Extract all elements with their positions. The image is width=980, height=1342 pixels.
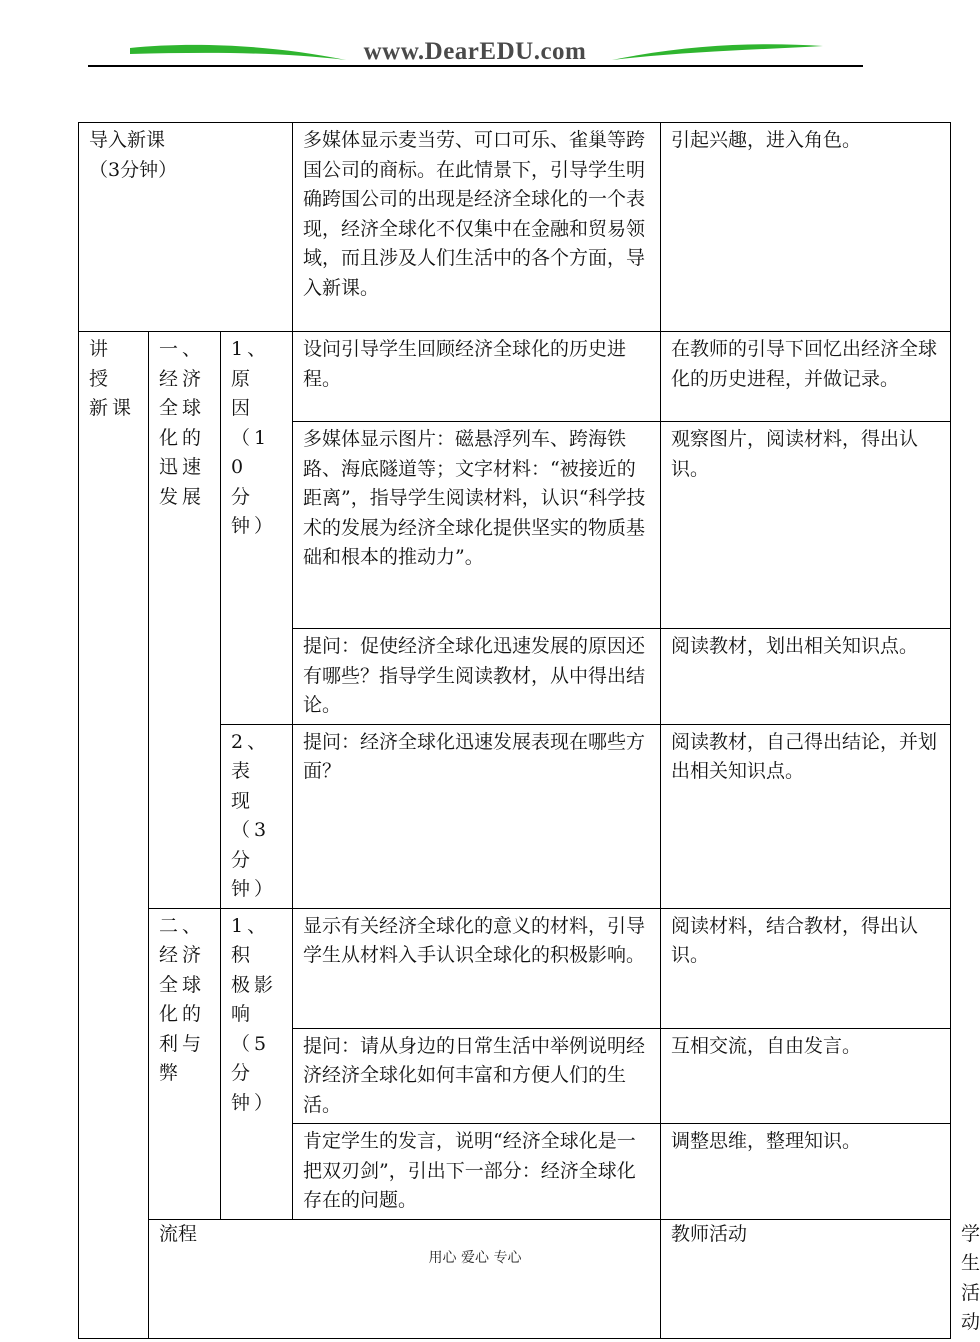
intro-flow-cell: [79, 123, 293, 332]
student-cell: [661, 1124, 951, 1220]
intro-student-text: 引起兴趣，进入角色。: [671, 129, 862, 151]
student-cell: [661, 332, 951, 422]
intro-teacher-text: 多媒体显示麦当劳、可口可乐、雀巢等跨国公司的商标。在此情景下，引导学生明确跨国公司的出现是经济全球化的一个表现，经济全球化不仅集中在金融和贸易领域，而且涉及人们生活中的各个方面，导入新课。: [303, 129, 646, 299]
part2-sub1-text: 1、积 极影 响（5 分 钟）: [231, 914, 278, 1114]
student-cell: [661, 724, 951, 908]
teacher-cell: [293, 908, 661, 1028]
teacher-cell: [293, 1028, 661, 1124]
site-logo: www.DearEDU.com: [363, 38, 587, 65]
student-text: 在教师的引导下回忆出经济全球化的历史进程，并做记录。: [671, 338, 938, 390]
part1-title-text: 一、 经济 全球 化的 迅速 发展: [159, 338, 206, 508]
part1-sub1-cell: [221, 332, 293, 725]
teacher-header-text: 教师活动: [671, 1222, 748, 1245]
teacher-cell: [293, 629, 661, 725]
header-rule: [88, 65, 863, 67]
intro-row: [79, 123, 951, 332]
page-footer: 用心 爱心 专心: [428, 1250, 522, 1266]
lecture-label-text: 讲 授 新课: [89, 338, 136, 419]
teacher-text: 提问：促使经济全球化迅速发展的原因还有哪些？指导学生阅读教材，从中得出结论。: [303, 635, 646, 716]
page-header: [0, 0, 950, 80]
part2-sub1-cell: [221, 908, 293, 1219]
teacher-cell: [293, 332, 661, 422]
student-text: 阅读教材，自己得出结论，并划出相关知识点。: [671, 730, 938, 782]
teacher-header-cell: [661, 1219, 951, 1338]
teacher-text: 设问引导学生回顾经济全球化的历史进程。: [303, 338, 627, 390]
lesson-plan-table: [78, 122, 980, 1339]
student-text: 阅读材料，结合教材，得出认识。: [671, 914, 919, 966]
teacher-cell: [293, 1124, 661, 1220]
student-cell: [661, 908, 951, 1028]
intro-teacher-cell: [293, 123, 661, 332]
intro-flow-text: 导入新课 （3分钟）: [89, 129, 178, 181]
part1-sub2-text: 2、表 现（3 分 钟）: [231, 730, 278, 900]
student-cell: [661, 629, 951, 725]
student-text: 互相交流，自由发言。: [671, 1034, 862, 1057]
teacher-text: 肯定学生的发言，说明“经济全球化是一把双刃剑”，引出下一部分：经济全球化存在的问题。: [303, 1130, 636, 1211]
part1-sub1-text: 1、原 因 （10 分 钟）: [231, 338, 278, 537]
right-swoosh-icon: [610, 40, 825, 66]
part2-title-cell: [149, 908, 221, 1219]
lecture-label-cell: [79, 332, 149, 1339]
teacher-text: 显示有关经济全球化的意义的材料，引导学生从材料入手认识全球化的积极影响。: [303, 914, 646, 966]
part2-title-text: 二、 经济 全球 化的 利与 弊: [159, 914, 206, 1084]
teacher-text: 多媒体显示图片：磁悬浮列车、跨海铁路、海底隧道等；文字材料：“被接近的距离”，指导学生阅读材料，认识“科学技术的发展为经济全球化提供坚实的物质基础和根本的推动力”。: [303, 428, 646, 568]
column-header-row: 流程 教师活动 学生活动: [79, 1219, 951, 1338]
flow-header-cell: [149, 1219, 661, 1338]
student-text: 调整思维，整理知识。: [671, 1130, 862, 1152]
student-cell: [661, 422, 951, 629]
student-text: 阅读教材，划出相关知识点。: [671, 635, 919, 657]
intro-student-cell: [661, 123, 951, 332]
part1-sub2-cell: [221, 724, 293, 908]
student-cell: [661, 1028, 951, 1124]
part1-title-cell: [149, 332, 221, 909]
teacher-cell: [293, 724, 661, 908]
student-text: 观察图片，阅读材料，得出认识。: [671, 428, 919, 480]
teacher-text: 提问：请从身边的日常生活中举例说明经济经济全球化如何丰富和方便人们的生活。: [303, 1034, 646, 1116]
table-row: [79, 332, 951, 422]
teacher-cell: [293, 422, 661, 629]
table-row: [79, 908, 951, 1028]
teacher-text: 提问：经济全球化迅速发展表现在哪些方面？: [303, 730, 646, 782]
flow-header-text: 流程: [159, 1222, 198, 1245]
